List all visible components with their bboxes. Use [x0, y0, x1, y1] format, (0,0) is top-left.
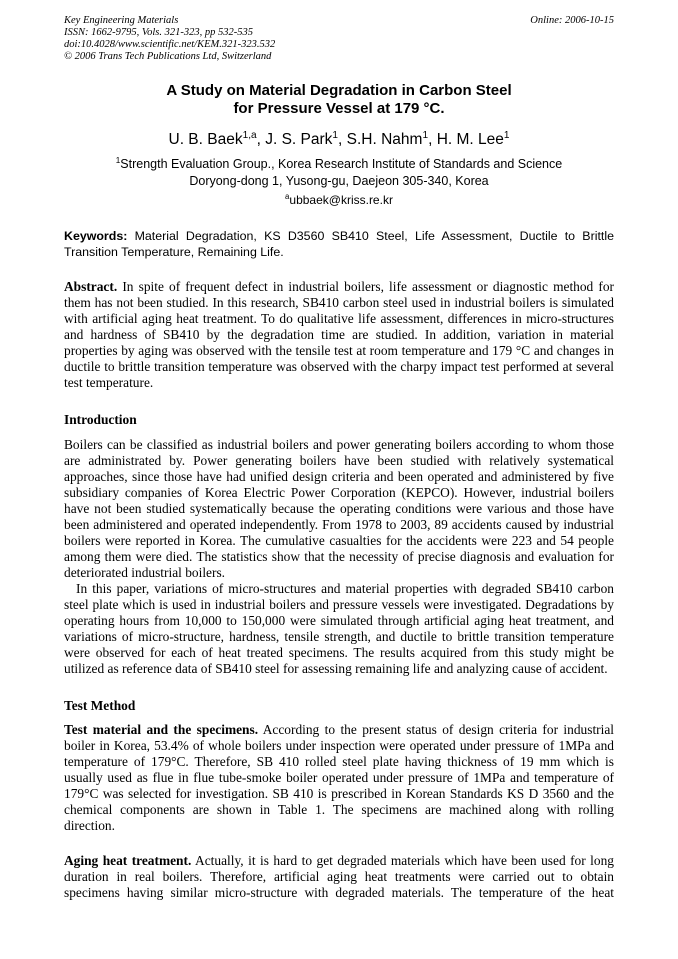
journal-header: [64, 15, 275, 63]
copyright: © 2006 Trans Tech Publications Ltd, Switzerland: [64, 51, 272, 62]
text-line: were observed for each of heat treated specimens. The results acquired from this study might be: [64, 645, 614, 660]
affil-line: Doryong-dong 1, Yusong-gu, Daejeon 305-340, Korea: [189, 174, 489, 188]
author: S.H. Nahm: [346, 131, 423, 148]
section-heading: Introduction: [64, 412, 137, 427]
author: J. S. Park: [265, 131, 333, 148]
text-line: boilers were reported in Korea. The cumulative casualties for the accidents were 223 and 54 people: [64, 533, 614, 548]
text-line: test temperature.: [64, 375, 154, 390]
email-sup: a: [285, 192, 290, 201]
text-line: deteriorated industrial boilers.: [64, 565, 226, 580]
paragraph-lead-in: Test material and the specimens.: [64, 722, 259, 737]
online-date: Online: 2006-10-15: [530, 15, 614, 26]
text-line: approaches, since those have had unified design criteria and been operated and administered by five: [64, 469, 614, 484]
text-line: specimens having similar micro-structure with degraded materials. The temperature of the heat: [64, 885, 614, 900]
paragraph-lead-in: Abstract.: [64, 279, 118, 294]
text-line: and hardness of SB410 by the degradation time are studied. In addition, variation in material: [64, 327, 614, 342]
author: U. B. Baek: [168, 131, 243, 148]
title-line: for Pressure Vessel at 179 °C.: [233, 100, 445, 117]
separator: ,: [256, 131, 266, 148]
text-line: 179°C was selected for investigation. SB 410 is prescribed in Korean Standards KS D 3560 and the: [64, 786, 614, 801]
affil-sup: 1: [115, 155, 121, 165]
author-list: [0, 131, 678, 149]
section-heading: Test Method: [64, 698, 136, 713]
affil-line: Strength Evaluation Group., Korea Research Institute of Standards and Science: [120, 157, 563, 171]
introduction-para-1: [64, 437, 614, 581]
journal-name: Key Engineering Materials: [64, 15, 179, 26]
text-line: boiler in Korea, 53.4% of whole boilers under inspection were operated under pressure of 1MPa and: [64, 738, 614, 753]
text-line: [64, 853, 614, 869]
aging-para: [64, 853, 614, 901]
text-line: with artificial aging heat treatment. To do qualitative life assessment, differences in micro-structures: [64, 311, 614, 326]
text-line: properties by aging was observed with the tensile test at room temperature and 179 °C and changes in: [64, 343, 614, 358]
author-affil-sup: 1: [503, 129, 510, 141]
text-line: subsidiary companies of Korea Electric Power Corporation (KEPCO). However, industrial boilers: [64, 485, 614, 500]
author-affil-sup: 1: [332, 129, 339, 141]
text-line: direction.: [64, 818, 115, 833]
text-line: Transition Temperature, Remaining Life.: [64, 245, 284, 259]
text-line: ductile to brittle transition temperature was observed with the charpy impact test performed at several: [64, 359, 614, 374]
text-line: have not been studied systematically because the operating conditions were various and those have: [64, 501, 614, 516]
author-affil-sup: 1,a: [242, 129, 257, 141]
email: [0, 193, 678, 207]
doi: doi:10.4028/www.scientific.net/KEM.321-323.532: [64, 39, 276, 50]
email-address[interactable]: ubbaek@kriss.re.kr: [289, 193, 393, 207]
text-line: usually used as flue in flue tube-smoke boiler operated under pressure of 1MPa and temperature of: [64, 770, 614, 785]
text-line: In this paper, variations of micro-structures and material properties with degraded SB410 carbon: [76, 581, 614, 596]
text-line: [64, 722, 614, 738]
author-affil-sup: 1: [422, 129, 429, 141]
abstract: [64, 279, 614, 391]
keywords: [64, 228, 614, 260]
text-line: Material Degradation, KS D3560 SB410 Steel, Life Assessment, Ductile to Brittle: [134, 229, 614, 243]
line-text: According to the present status of design criteria for industrial: [262, 722, 615, 737]
keywords-label: Keywords:: [64, 229, 128, 243]
text-line: [64, 279, 614, 295]
text-line: temperature of 179°C. Therefore, SB 410 rolled steel plate having thickness of 19 mm which is: [64, 754, 614, 769]
affiliation: [0, 156, 678, 190]
text-line: are administrated by. Power generating boilers have been studied with relatively systematical: [64, 453, 614, 468]
separator: ,: [428, 131, 437, 148]
text-line: variations of micro-structure, hardness, tensile strength, and ductile to brittle transition temperature: [64, 629, 614, 644]
text-line: steel plate which is used in industrial boilers and pressure vessels were investigated. Degradations by: [64, 597, 614, 612]
text-line: chemical components are shown in Table 1. The specimens are machined along with rolling: [64, 802, 614, 817]
separator: ,: [338, 131, 347, 148]
introduction-para-2: [64, 581, 614, 677]
title-line: A Study on Material Degradation in Carbon Steel: [166, 82, 512, 99]
text-line: operating hours from 10,000 to 150,000 were simulated through artificial aging heat treatment, and: [64, 613, 614, 628]
text-line: utilized as reference data of SB410 steel for assessing remaining life and analyzing cause of accident.: [64, 661, 608, 676]
text-line: duration in real boilers. Therefore, artificial aging heat treatments were carried out to obtain: [64, 869, 614, 884]
paper-title: [0, 82, 678, 118]
paragraph-lead-in: Aging heat treatment.: [64, 853, 192, 868]
text-line: among them were died. The statistics show that the necessity of precise diagnosis and evaluation for: [64, 549, 614, 564]
line-text: Actually, it is hard to get degraded materials which have been used for long: [195, 853, 614, 868]
line-text: In spite of frequent defect in industrial boilers, life assessment or diagnostic method for: [122, 279, 614, 294]
text-line: been administered and operated independently. From 1978 to 2003, 89 accidents caused by industrial: [64, 517, 614, 532]
issn: ISSN: 1662-9795, Vols. 321-323, pp 532-535: [64, 27, 253, 38]
text-line: Boilers can be classified as industrial boilers and power generating boilers according to whom those: [64, 437, 614, 452]
author: H. M. Lee: [436, 131, 504, 148]
text-line: them has not been studied. In this research, SB410 carbon steel used in industrial boilers is simulated: [64, 295, 614, 310]
test-material-para: [64, 722, 614, 834]
